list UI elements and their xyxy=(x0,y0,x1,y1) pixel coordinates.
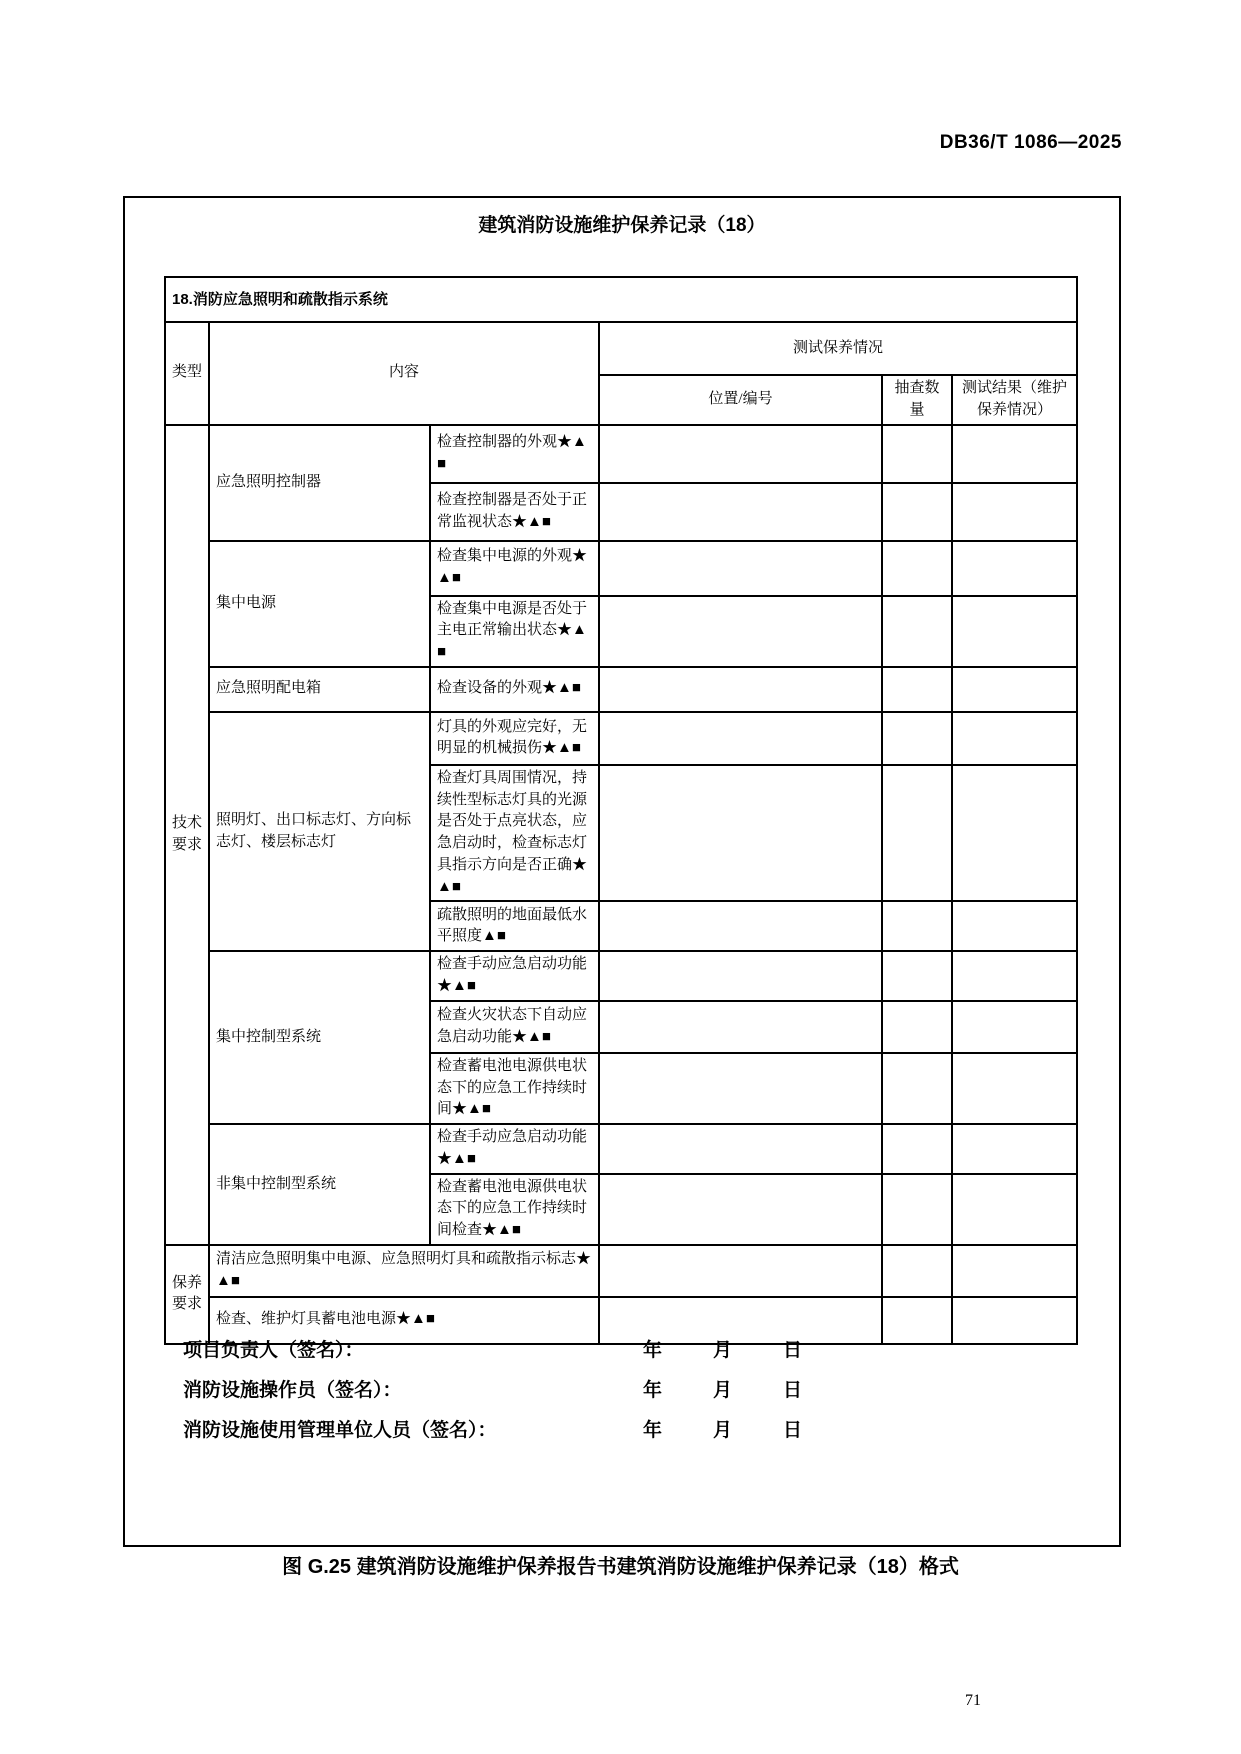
location-cell xyxy=(599,596,882,667)
check-item-cell: 检查蓄电池电源供电状态下的应急工作持续时间★▲■ xyxy=(430,1053,599,1124)
sample-qty-cell xyxy=(882,1245,952,1297)
result-cell xyxy=(952,1174,1077,1245)
form-title: 建筑消防设施维护保养记录（18） xyxy=(478,215,766,236)
signature-label: 消防设施操作员（签名）： xyxy=(183,1379,402,1401)
signature-label: 项目负责人（签名）： xyxy=(183,1339,364,1361)
location-cell xyxy=(599,1124,882,1174)
sample-qty-cell xyxy=(882,1053,952,1124)
subtype-emergency-lighting-controller: 应急照明控制器 xyxy=(209,425,430,541)
sample-qty-cell xyxy=(882,596,952,667)
sample-qty-cell xyxy=(882,765,952,902)
signature-label: 消防设施使用管理单位人员（签名）： xyxy=(183,1419,497,1441)
day-label: 日 xyxy=(783,1379,803,1401)
month-label: 月 xyxy=(713,1339,733,1361)
page-number: 71 xyxy=(965,1692,981,1709)
figure-caption: 图 G.25 建筑消防设施维护保养报告书建筑消防设施维护保养记录（18）格式 xyxy=(282,1556,959,1578)
group-label-maintenance: 保养要求 xyxy=(165,1245,209,1344)
sample-qty-cell xyxy=(882,541,952,596)
result-cell xyxy=(952,951,1077,1001)
check-item-cell: 检查手动应急启动功能★▲■ xyxy=(430,951,599,1001)
subtype-non-centralized-control-system: 非集中控制型系统 xyxy=(209,1124,430,1245)
location-cell xyxy=(599,483,882,541)
location-cell xyxy=(599,1053,882,1124)
col-header-content: 内容 xyxy=(209,322,599,425)
result-cell xyxy=(952,483,1077,541)
result-cell xyxy=(952,1124,1077,1174)
signature-row-management-unit xyxy=(183,1408,1083,1448)
result-cell xyxy=(952,901,1077,951)
check-item-cell: 疏散照明的地面最低水平照度▲■ xyxy=(430,901,599,951)
sample-qty-cell xyxy=(882,1124,952,1174)
subtype-distribution-box: 应急照明配电箱 xyxy=(209,667,430,712)
month-label: 月 xyxy=(713,1379,733,1401)
col-header-test-status: 测试保养情况 xyxy=(599,322,1077,375)
group-label-technical: 技术要求 xyxy=(165,425,209,1245)
sample-qty-cell xyxy=(882,951,952,1001)
sample-qty-cell xyxy=(882,483,952,541)
sample-qty-cell xyxy=(882,1174,952,1245)
check-item-cell: 清洁应急照明集中电源、应急照明灯具和疏散指示标志★▲■ xyxy=(209,1245,599,1297)
result-cell xyxy=(952,712,1077,765)
col-header-location: 位置/编号 xyxy=(599,375,882,425)
check-item-cell: 检查蓄电池电源供电状态下的应急工作持续时间检查★▲■ xyxy=(430,1174,599,1245)
check-item-cell: 检查火灾状态下自动应急启动功能★▲■ xyxy=(430,1001,599,1053)
result-cell xyxy=(952,1053,1077,1124)
result-cell xyxy=(952,596,1077,667)
check-item-cell: 检查设备的外观★▲■ xyxy=(430,667,599,712)
col-header-sample-qty: 抽查数量 xyxy=(882,375,952,425)
location-cell xyxy=(599,1174,882,1245)
col-header-type: 类型 xyxy=(165,322,209,425)
check-item-cell: 检查、维护灯具蓄电池电源★▲■ xyxy=(209,1297,599,1344)
maintenance-record-table xyxy=(164,276,1078,1345)
result-cell xyxy=(952,1245,1077,1297)
result-cell xyxy=(952,1001,1077,1053)
location-cell xyxy=(599,541,882,596)
check-item-cell: 检查灯具周围情况，持续性型标志灯具的光源是否处于点亮状态，应急启动时，检查标志灯具指示方向是否正确★▲■ xyxy=(430,765,599,902)
check-item-cell: 检查集中电源的外观★▲■ xyxy=(430,541,599,596)
month-label: 月 xyxy=(713,1419,733,1441)
location-cell xyxy=(599,712,882,765)
col-header-result: 测试结果（维护保养情况） xyxy=(952,375,1077,425)
check-item-cell: 检查集中电源是否处于主电正常输出状态★▲■ xyxy=(430,596,599,667)
result-cell xyxy=(952,667,1077,712)
section-title-cell: 18.消防应急照明和疏散指示系统 xyxy=(165,277,1077,322)
location-cell xyxy=(599,901,882,951)
signature-block xyxy=(183,1328,1083,1448)
day-label: 日 xyxy=(783,1419,803,1441)
sample-qty-cell xyxy=(882,712,952,765)
result-cell xyxy=(952,541,1077,596)
sample-qty-cell xyxy=(882,425,952,483)
check-item-cell: 检查控制器是否处于正常监视状态★▲■ xyxy=(430,483,599,541)
year-label: 年 xyxy=(643,1419,663,1441)
location-cell xyxy=(599,667,882,712)
check-item-cell: 检查手动应急启动功能★▲■ xyxy=(430,1124,599,1174)
standard-code: DB36/T 1086—2025 xyxy=(939,132,1122,153)
sample-qty-cell xyxy=(882,667,952,712)
year-label: 年 xyxy=(643,1379,663,1401)
signature-row-operator xyxy=(183,1368,1083,1408)
form-frame xyxy=(123,196,1121,1547)
check-item-cell: 灯具的外观应完好，无明显的机械损伤★▲■ xyxy=(430,712,599,765)
subtype-central-power: 集中电源 xyxy=(209,541,430,667)
check-item-cell: 检查控制器的外观★▲■ xyxy=(430,425,599,483)
subtype-lamps-signs: 照明灯、出口标志灯、方向标志灯、楼层标志灯 xyxy=(209,712,430,952)
sample-qty-cell xyxy=(882,901,952,951)
location-cell xyxy=(599,1245,882,1297)
location-cell xyxy=(599,1001,882,1053)
location-cell xyxy=(599,425,882,483)
subtype-centralized-control-system: 集中控制型系统 xyxy=(209,951,430,1124)
location-cell xyxy=(599,951,882,1001)
result-cell xyxy=(952,425,1077,483)
day-label: 日 xyxy=(783,1339,803,1361)
location-cell xyxy=(599,765,882,902)
sample-qty-cell xyxy=(882,1001,952,1053)
result-cell xyxy=(952,765,1077,902)
year-label: 年 xyxy=(643,1339,663,1361)
signature-row-project-leader xyxy=(183,1328,1083,1368)
